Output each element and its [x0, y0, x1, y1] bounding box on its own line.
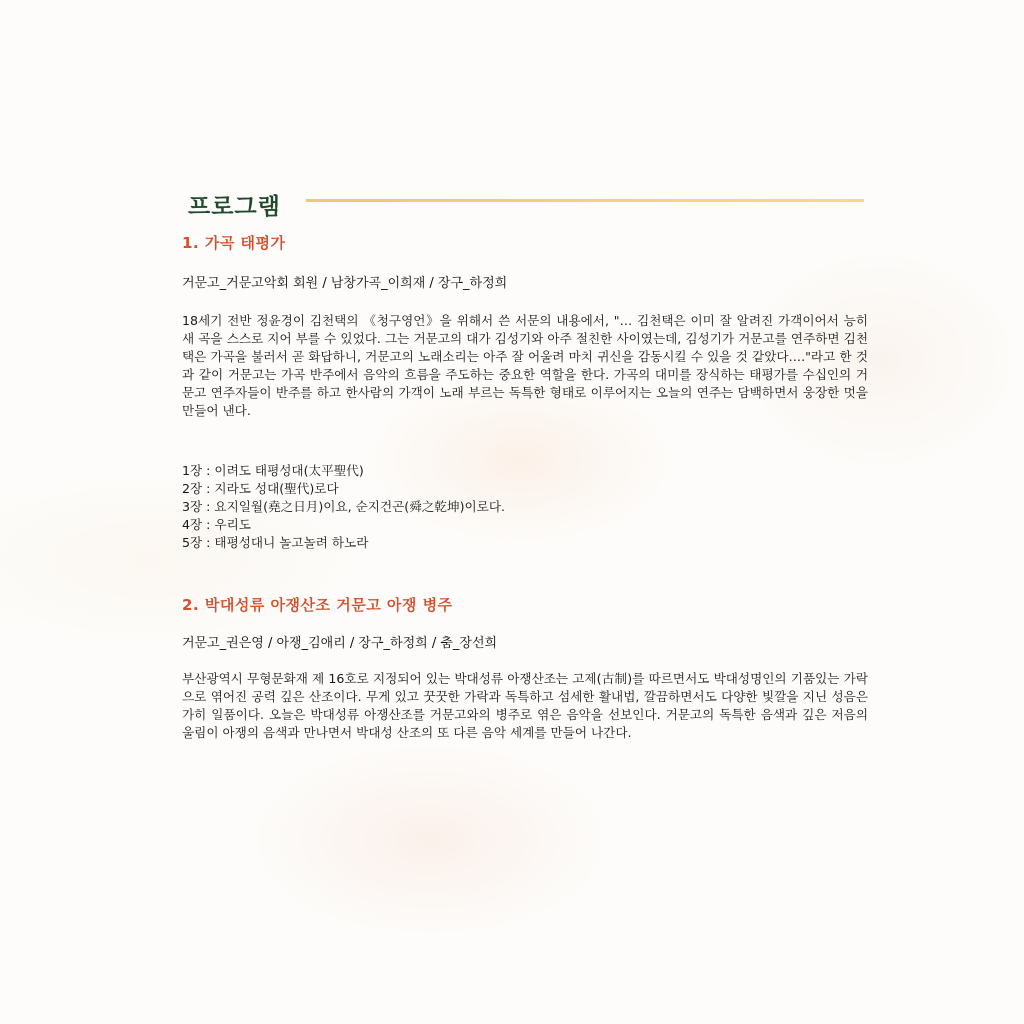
title-row [182, 186, 868, 226]
movement-item: 5장 : 태평성대니 놀고놀려 하노라 [182, 535, 369, 550]
section-2-paragraph: 부산광역시 무형문화재 제 16호로 지정되어 있는 박대성류 아쟁산조는 고제(古制)를 따르면서도 박대성명인의 기품있는 가락으로 엮어진 공력 깊은 산조이다. 무게 있고 꿋꿋한 가락과 독특하고 섬세한 활내법, 깔끔하면서도 다양한 빛깔을 지닌 성음은 가히 일품이다. 오늘은 박대성류 아쟁산조를 거문고와의 병주로 엮은 음악을 선보인다. 거문고의 독특한 음색과 깊은 저음의 울림이 아쟁의 음색과 만나면서 박대성 산조의 또 다른 음악 세계를 만들어 나간다. [182, 671, 868, 740]
section-1-paragraph: 18세기 전반 정윤경이 김천택의 《청구영언》을 위해서 쓴 서문의 내용에서, "… 김천택은 이미 잘 알려진 가객이어서 능히 새 곡을 스스로 지어 부를 수 있었다. 그는 거문고의 대가 김성기와 아주 절친한 사이였는데, 김성기가 거문고를 연주하면 김천택은 가곡을 불러서 곧 화답하니, 거문고의 노래소리는 아주 잘 어울려 마치 귀신을 감동시킬 수 있을 것 같았다…."라고 한 것과 같이 거문고는 가곡 반주에서 음악의 흐름을 주도하는 중요한 역할을 한다. 가곡의 대미를 장식하는 태평가를 수십인의 거문고 연주자들이 반주를 하고 한사람의 가객이 노래 부르는 독특한 형태로 이루어지는 오늘의 연주는 담백하면서 웅장한 멋을 만들어 낸다. [182, 313, 868, 418]
movement-item: 2장 : 지라도 성대(聖代)로다 [182, 481, 339, 496]
movement-item: 4장 : 우리도 [182, 517, 251, 532]
movement-list [182, 462, 505, 552]
movement-item: 3장 : 요지일월(堯之日月)이요, 순지건곤(舜之乾坤)이로다. [182, 499, 505, 514]
title-divider-line [306, 199, 864, 202]
program-page [182, 186, 868, 740]
movement-item: 1장 : 이려도 태평성대(太平聖代) [182, 463, 364, 478]
section-2-heading: 2. 박대성류 아쟁산조 거문고 아쟁 병주 [182, 596, 453, 614]
section-1-credits: 거문고_거문고악회 회원 / 남창가곡_이희재 / 장구_하정희 [182, 276, 508, 291]
section-1-heading: 1. 가곡 태평가 [182, 234, 286, 252]
page-title: 프로그램 [188, 194, 281, 220]
section-2-credits: 거문고_권은영 / 아쟁_김애리 / 장구_하정희 / 춤_장선희 [182, 636, 498, 651]
